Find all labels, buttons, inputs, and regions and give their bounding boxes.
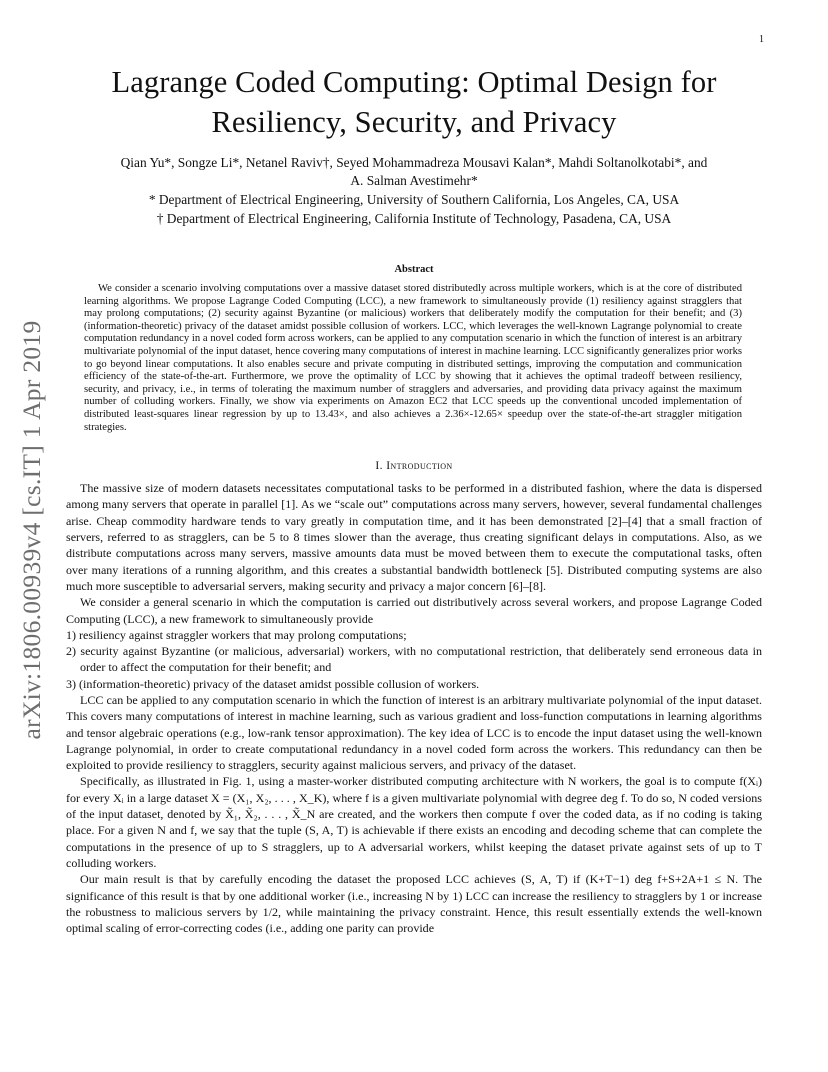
abstract-body: We consider a scenario involving computations over a massive dataset stored distributedly across multiple workers, which is at the core of distributed learning algorithms. We propose Lagrange Coded Computing (LCC), a new framework to simultaneously provide (1) resiliency against stragglers that may prolong computations; (2) security against Byzantine (or malicious) workers that deliberately modify the computation for their benefit; and (3) (information-theoretic) privacy of the dataset amidst possible collusion of workers. LCC, which leverages the well-known Lagrange polynomial to create computation redundancy in a novel coded form across workers, can be applied to any computation scenario in which the function of interest is an arbitrary multivariate polynomial of the input dataset, hence covering many computations of interest in machine learning. LCC significantly generalizes prior works to go beyond linear computations. It also enables secure and private computing in distributed settings, improving the computation and communication efficiency of the state-of-the-art. Furthermore, we prove the optimality of LCC by showing that it achieves the optimal tradeoff between resiliency, security, and privacy, i.e., in terms of tolerating the maximum number of stragglers and adversaries, and providing data privacy against the maximum number of colluding workers. Finally, we show via experiments on Amazon EC2 that LCC speeds up the conventional uncoded implementation of distributed least-squares linear regression by up to 13.43×, and also achieves a 2.36×-12.65× speedup over the state-of-the-art straggler mitigation strategies. <box>84 283 742 433</box>
affiliation-usc: * Department of Electrical Engineering, University of Southern California, Los Angeles, CA, USA <box>148 192 680 207</box>
intro-paragraph-4: Specifically, as illustrated in Fig. 1, using a master-worker distributed computing architecture with N workers, the goal is to compute f(Xᵢ) for every Xᵢ in a large dataset X = (X₁, X₂, . . . , X_K), where f is a given multivariate polynomial with degree deg f. To do so, N coded versions of the input dataset, denoted by X̃₁, X̃₂, . . . , X̃_N are created, and the workers then compute f over the coded data, as if no coding is taking place. For a given N and f, we say that the tuple (S, A, T) is achievable if there exists an encoding and decoding scheme that can complete the computations in the presence of up to S stragglers, up to A adversarial workers, whilst keeping the dataset private against sets of up to T colluding workers. <box>66 774 762 870</box>
intro-paragraph-1: The massive size of modern datasets necessitates computational tasks to be performed in a distributed fashion, where the data is dispersed among many servers that operate in parallel [1]. As we “scale out” computations across many servers, however, several fundamental challenges arise. Cheap commodity hardware tends to vary greatly in computation time, and it has been demonstrated [2]–[4] that a small fraction of servers, referred to as stragglers, can be 5 to 8 times slower than the average, thus creating significant delays in computations. Also, as we distribute computations across many servers, massive amounts data must be moved between them to execute the computational tasks, often over many iterations of a running algorithm, and this creates a substantial bandwidth bottleneck [5]. Distributed computing systems are also much more susceptible to adversarial servers, making security and privacy a major concern [6]–[8]. <box>66 481 762 593</box>
paper-title <box>66 62 762 142</box>
author-list <box>66 154 762 190</box>
authors-line-1: Qian Yu*, Songze Li*, Netanel Raviv†, Seyed Mohammadreza Mousavi Kalan*, Mahdi Soltanolkotabi*, and <box>120 155 708 170</box>
contribution-list <box>66 627 762 692</box>
section-title: Introduction <box>386 460 453 473</box>
list-item-security: 2) security against Byzantine (or malicious, adversarial) workers, with no computational restriction, that deliberately send erroneous data in order to affect the computation for their benefit; and <box>66 644 762 675</box>
intro-paragraph-5: Our main result is that by carefully encoding the dataset the proposed LCC achieves (S, A, T) if (K+T−1) deg f+S+2A+1 ≤ N. The significance of this result is that by one additional worker (i.e., increasing N by 1) LCC can increase the resiliency to stragglers by 1 or increase the robustness to malicious servers by 1/2, while maintaining the privacy constraint. Hence, this result essentially extends the well-known optimal scaling of error-correcting codes (i.e., adding one parity can provide <box>66 872 762 936</box>
page-number: 1 <box>759 34 764 45</box>
section-heading-introduction <box>66 460 762 472</box>
intro-paragraph-2: We consider a general scenario in which the computation is carried out distributively across several workers, and propose Lagrange Coded Computing (LCC), a new framework to simultaneously provide <box>66 595 762 626</box>
authors-line-2: A. Salman Avestimehr* <box>350 173 478 188</box>
section-number: I. <box>375 460 383 473</box>
title-line-1: Lagrange Coded Computing: Optimal Design for <box>111 65 717 99</box>
arxiv-sidebar <box>12 300 52 760</box>
title-line-2: Resiliency, Security, and Privacy <box>211 105 617 139</box>
affiliations <box>66 190 762 228</box>
list-item-privacy: 3) (information-theoretic) privacy of the dataset amidst possible collusion of workers. <box>66 676 480 691</box>
arxiv-identifier: arXiv:1806.00939v4 [cs.IT] 1 Apr 2019 <box>17 320 46 740</box>
list-item-resiliency: 1) resiliency against straggler workers that may prolong computations; <box>66 627 407 642</box>
intro-paragraph-3: LCC can be applied to any computation scenario in which the function of interest is an arbitrary multivariate polynomial of the input dataset. This covers many computations of interest in machine learning, such as various gradient and loss-function computations in learning algorithms and tensor algebraic operations (e.g., low-rank tensor approximation). The key idea of LCC is to encode the input dataset using the well-known Lagrange polynomial, in order to create computational redundancy in a novel coded form across the workers. This redundancy can then be exploited to provide resiliency to stragglers, security against malicious servers, and privacy of the dataset. <box>66 692 762 773</box>
abstract-heading: Abstract <box>394 264 434 275</box>
affiliation-caltech: † Department of Electrical Engineering, California Institute of Technology, Pasadena, CA, USA <box>156 211 672 226</box>
paper-content <box>66 62 762 936</box>
